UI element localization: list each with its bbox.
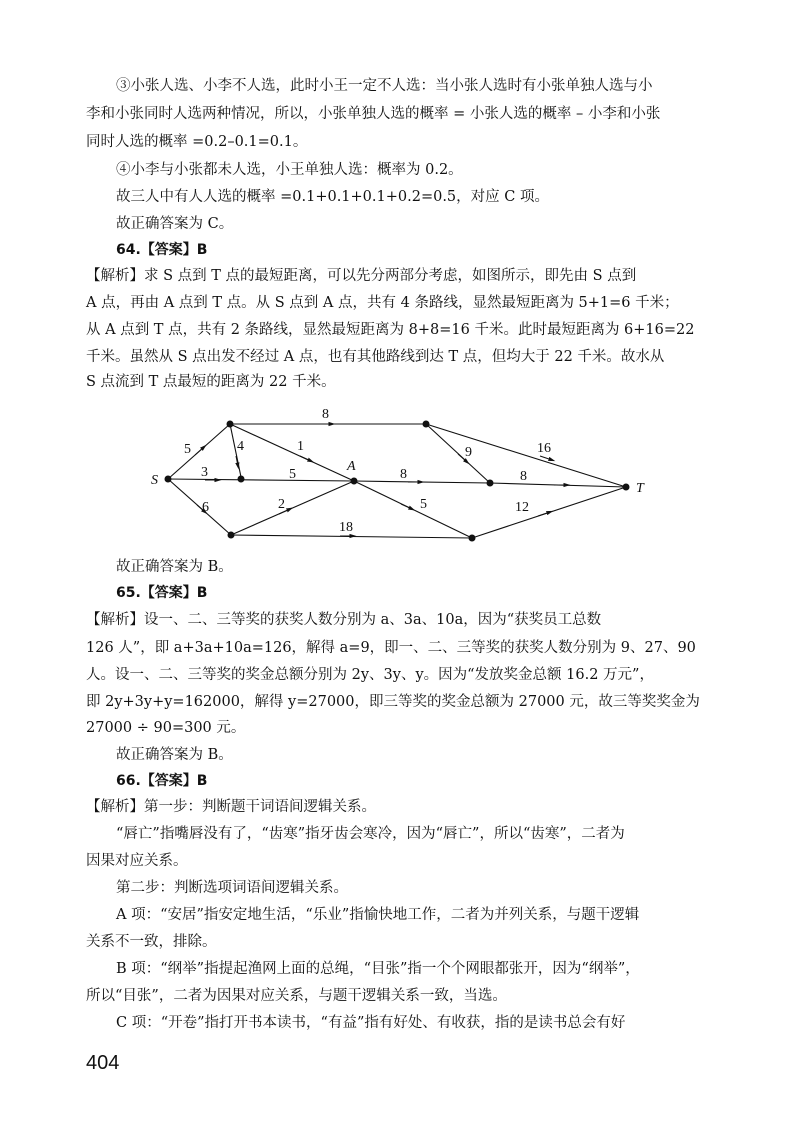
page-number: 404: [86, 1052, 120, 1074]
text-line: 千米。虽然从 S 点出发不经过 A 点，也有其他路线到达 T 点，但均大于 22 千米。故水从: [86, 349, 665, 365]
text-line: 因果对应关系。: [86, 853, 188, 869]
analysis-line: 【解析】第一步：判断题干词语间逻辑关系。: [86, 799, 376, 815]
edge-line: [354, 481, 490, 483]
text-line: ③小张人选、小李不人选，此时小王一定不人选：当小张人选时有小张单独人选与小: [116, 78, 653, 94]
text-line: 27000 ÷ 90=300 元。: [86, 720, 246, 736]
text-line: 人。设一、二、三等奖的奖金总额分别为 2y、3y、y。因为“发放奖金总额 16.2 万元”，: [86, 667, 654, 683]
arrow-tick: [540, 456, 552, 460]
edge-line: [426, 424, 490, 483]
node-middle-right: [487, 480, 494, 487]
text-line: A 点，再由 A 点到 T 点。从 S 点到 A 点，共有 4 条路线，显然最短距离为 5+1=6 千米；: [86, 295, 679, 311]
text-line: “唇亡”指嘴唇没有了，“齿寒”指牙齿会寒冷，因为“唇亡”，所以“齿寒”，二者为: [116, 826, 625, 842]
answer-heading: 64.【答案】B: [116, 242, 208, 258]
edge-label: 2: [278, 497, 285, 512]
edge-label: 12: [515, 500, 529, 515]
edge-line: [354, 481, 472, 538]
text-line: S 点流到 T 点最短的距离为 22 千米。: [86, 374, 336, 390]
arrow-tick: [300, 456, 311, 461]
text-line: 李和小张同时人选两种情况，所以，小张单独人选的概率 = 小张人选的概率 – 小李和小张: [86, 106, 661, 122]
node-label-a: A: [347, 459, 356, 474]
network-diagram: [140, 400, 660, 555]
arrow-tick: [195, 447, 204, 455]
edge-line: [231, 481, 354, 535]
edge-label: 8: [322, 407, 329, 422]
node-s: [165, 476, 172, 483]
edge-line: [168, 479, 354, 481]
text-line: 故正确答案为 C。: [116, 216, 234, 232]
text-line: 故正确答案为 B。: [116, 559, 233, 575]
node-lower-left: [228, 532, 235, 539]
edge-label: 9: [465, 445, 472, 460]
edge-label: 16: [537, 441, 551, 456]
text-line: 即 2y+3y+y=162000，解得 y=27000，即三等奖的奖金总额为 27000 元，故三等奖奖金为: [86, 694, 700, 710]
edge-label: 6: [202, 500, 209, 515]
edge-label: 18: [339, 520, 353, 535]
analysis-line: 【解析】设一、二、三等奖的获奖人数分别为 a、3a、10a，因为“获奖员工总数: [86, 612, 602, 628]
text-line: 从 A 点到 T 点，共有 2 条路线，显然最短距离为 8+8=16 千米。此时最短距离为 6+16=22: [86, 322, 695, 338]
edge-label: 8: [520, 469, 527, 484]
arrow-tick: [538, 512, 550, 516]
edge-label: 8: [400, 467, 407, 482]
answer-heading: 65.【答案】B: [116, 585, 208, 601]
text-line: A 项：“安居”指安定地生活，“乐业”指愉快地工作，二者为并列关系，与题干逻辑: [116, 907, 640, 923]
node-upper-right: [423, 421, 430, 428]
text-line: 关系不一致，排除。: [86, 934, 217, 950]
node-middle-left: [238, 476, 245, 483]
text-line: B 项：“纲举”指提起渔网上面的总绳，“目张”指一个个网眼都张开，因为“纲举”，: [116, 961, 640, 977]
node-label-t: T: [636, 481, 644, 496]
text-line: C 项：“开卷”指打开书本读书，“有益”指有好处、有收获，指的是读书总会有好: [116, 1015, 626, 1031]
analysis-line: 【解析】求 S 点到 T 点的最短距离，可以先分两部分考虑，如图所示，即先由 S 点到: [86, 268, 637, 284]
text-line: 126 人”，即 a+3a+10a=126，解得 a=9，即一、二、三等奖的获奖人数分别为 9、27、90: [86, 640, 696, 656]
edge-label: 3: [201, 465, 208, 480]
text-line: 故三人中有人人选的概率 =0.1+0.1+0.1+0.2=0.5，对应 C 项。: [116, 189, 549, 205]
text-line: 同时人选的概率 =0.2–0.1=0.1。: [86, 134, 308, 150]
edge-label: 1: [297, 439, 304, 454]
arrow-tick: [401, 504, 412, 509]
text-line: 所以“目张”，二者为因果对应关系，与题干逻辑关系一致，当选。: [86, 988, 507, 1004]
edge-label: 5: [289, 467, 296, 482]
edge-label: 5: [420, 497, 427, 512]
node-t: [623, 484, 630, 491]
answer-heading: 66.【答案】B: [116, 773, 208, 789]
edge-label: 5: [184, 442, 191, 457]
edge-label: 4: [237, 439, 244, 454]
node-label-s: S: [151, 473, 158, 488]
text-line: 第二步：判断选项词语间逻辑关系。: [116, 880, 348, 896]
text-line: 故正确答案为 B。: [116, 747, 233, 763]
node-upper-left: [227, 421, 234, 428]
node-a: [351, 478, 358, 485]
text-line: ④小李与小张都未人选，小王单独人选：概率为 0.2。: [116, 162, 463, 178]
node-lower-right: [469, 535, 476, 542]
